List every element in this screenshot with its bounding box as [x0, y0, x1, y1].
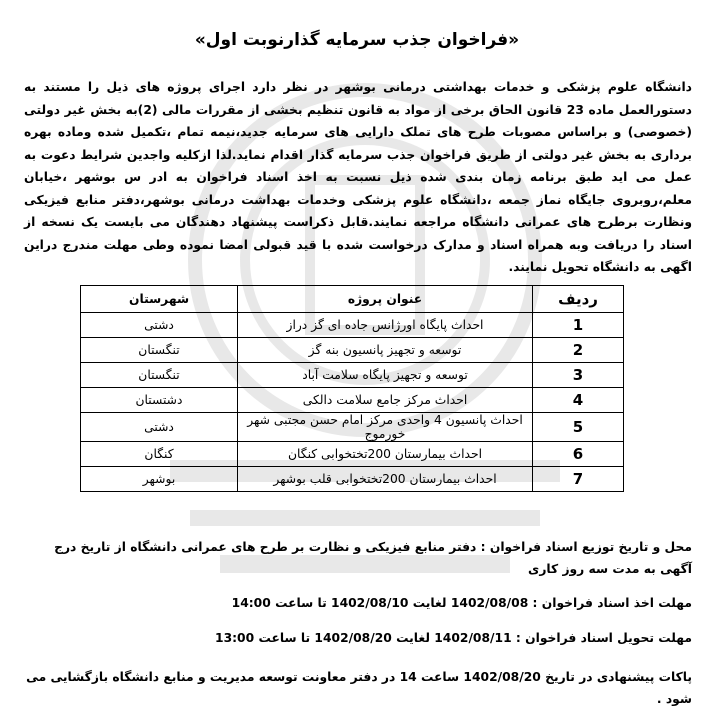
table-row — [81, 338, 624, 363]
row-city: بوشهر — [81, 467, 238, 492]
row-title: توسعه و تجهیز پانسیون بنه گز — [238, 338, 533, 363]
row-city: کنگان — [81, 442, 238, 467]
row-title: احداث بیمارستان 200تختخوابی کنگان — [238, 442, 533, 467]
row-city: تنگستان — [81, 338, 238, 363]
row-num: 1 — [533, 313, 624, 338]
header-city: شهرستان — [81, 286, 238, 313]
row-title: احداث پایگاه اورژانس جاده ای گز دراز — [238, 313, 533, 338]
table-row — [81, 388, 624, 413]
row-title: احداث بیمارستان 200تختخوابی قلب بوشهر — [238, 467, 533, 492]
table-row — [81, 442, 624, 467]
table-row — [81, 363, 624, 388]
header-title: عنوان پروژه — [238, 286, 533, 313]
table-header-row — [81, 286, 624, 313]
row-num: 5 — [533, 413, 624, 442]
row-num: 7 — [533, 467, 624, 492]
row-num: 6 — [533, 442, 624, 467]
row-num: 2 — [533, 338, 624, 363]
table-row — [81, 467, 624, 492]
distribution-text: محل و تاریخ توزیع اسناد فراخوان : دفتر منابع فیزیکی و نظارت بر طرح های عمرانی دانشگاه از تاریخ درج آگهی به مدت سه روز کاری — [54, 540, 692, 576]
submit-deadline-text: مهلت تحویل اسناد فراخوان : 1402/08/11 لغایت 1402/08/20 تا ساعت 13:00 — [215, 631, 692, 645]
table-row — [81, 413, 624, 442]
row-city: دشتستان — [81, 388, 238, 413]
projects-table — [80, 285, 624, 492]
row-city: تنگستان — [81, 363, 238, 388]
row-num: 4 — [533, 388, 624, 413]
row-title: احداث مرکز جامع سلامت دالکی — [238, 388, 533, 413]
row-city: دشتی — [81, 313, 238, 338]
header-num: ردیف — [533, 286, 624, 313]
row-num: 3 — [533, 363, 624, 388]
opening-text: پاکات پیشنهادی در تاریخ 1402/08/20 ساعت 14 در دفتر معاونت توسعه مدیریت و منابع دانشگاه بازگشایی می شود . — [26, 670, 692, 706]
table-row — [81, 313, 624, 338]
row-city: دشتی — [81, 413, 238, 442]
notice-title: «فراخوان جذب سرمایه گذارنوبت اول» — [194, 30, 520, 50]
notice-intro: دانشگاه علوم پزشکی و خدمات بهداشتی درمانی بوشهر در نظر دارد اجرای پروژه های ذیل را مستند به دستورالعمل ماده 23 قانون الحاق برخی از مواد به قانون تنظیم بخشی از مقررات مالی (2)به بخش غیر دولتی (خصوصی) و براساس مصوبات طرح های تملک دارایی های سرمایه جدید،نیمه تمام ،تکمیل شده وماده بهره برداری به بخش غیر دولتی از طریق فراخوان جذب سرمایه گذار اقدام نماید.لذا ازکلیه واجدین شرایط دعوت به عمل می اید طبق برنامه زمان بندی شده ذیل نسبت به اخذ اسناد فراخوان به ادر س بوشهر ،خیابان معلم،روبروی جایگاه نماز جمعه ،دانشگاه علوم پزشکی وخدمات بهداشت درمانی بوشهر،دفتر منابع فیزیکی ونظارت برطرح های عمرانی دانشگاه مراجعه نمایند.قابل ذکراست پیشنهاد دهندگان می بایست یک نسخه از اسناد را دریافت وبه همراه اسناد و مدارک درخواست شده با قید قبولی امضا نموده وطی مهلت مندرج دراین اگهی به دانشگاه تحویل نمایند. — [24, 80, 692, 274]
row-title: توسعه و تجهیز پایگاه سلامت آباد — [238, 363, 533, 388]
receive-deadline-text: مهلت اخذ اسناد فراخوان : 1402/08/08 لغایت 1402/08/10 تا ساعت 14:00 — [231, 596, 692, 610]
row-title: احداث پانسیون 4 واحدی مرکز امام حسن مجتبی شهر خورموج — [238, 413, 533, 442]
